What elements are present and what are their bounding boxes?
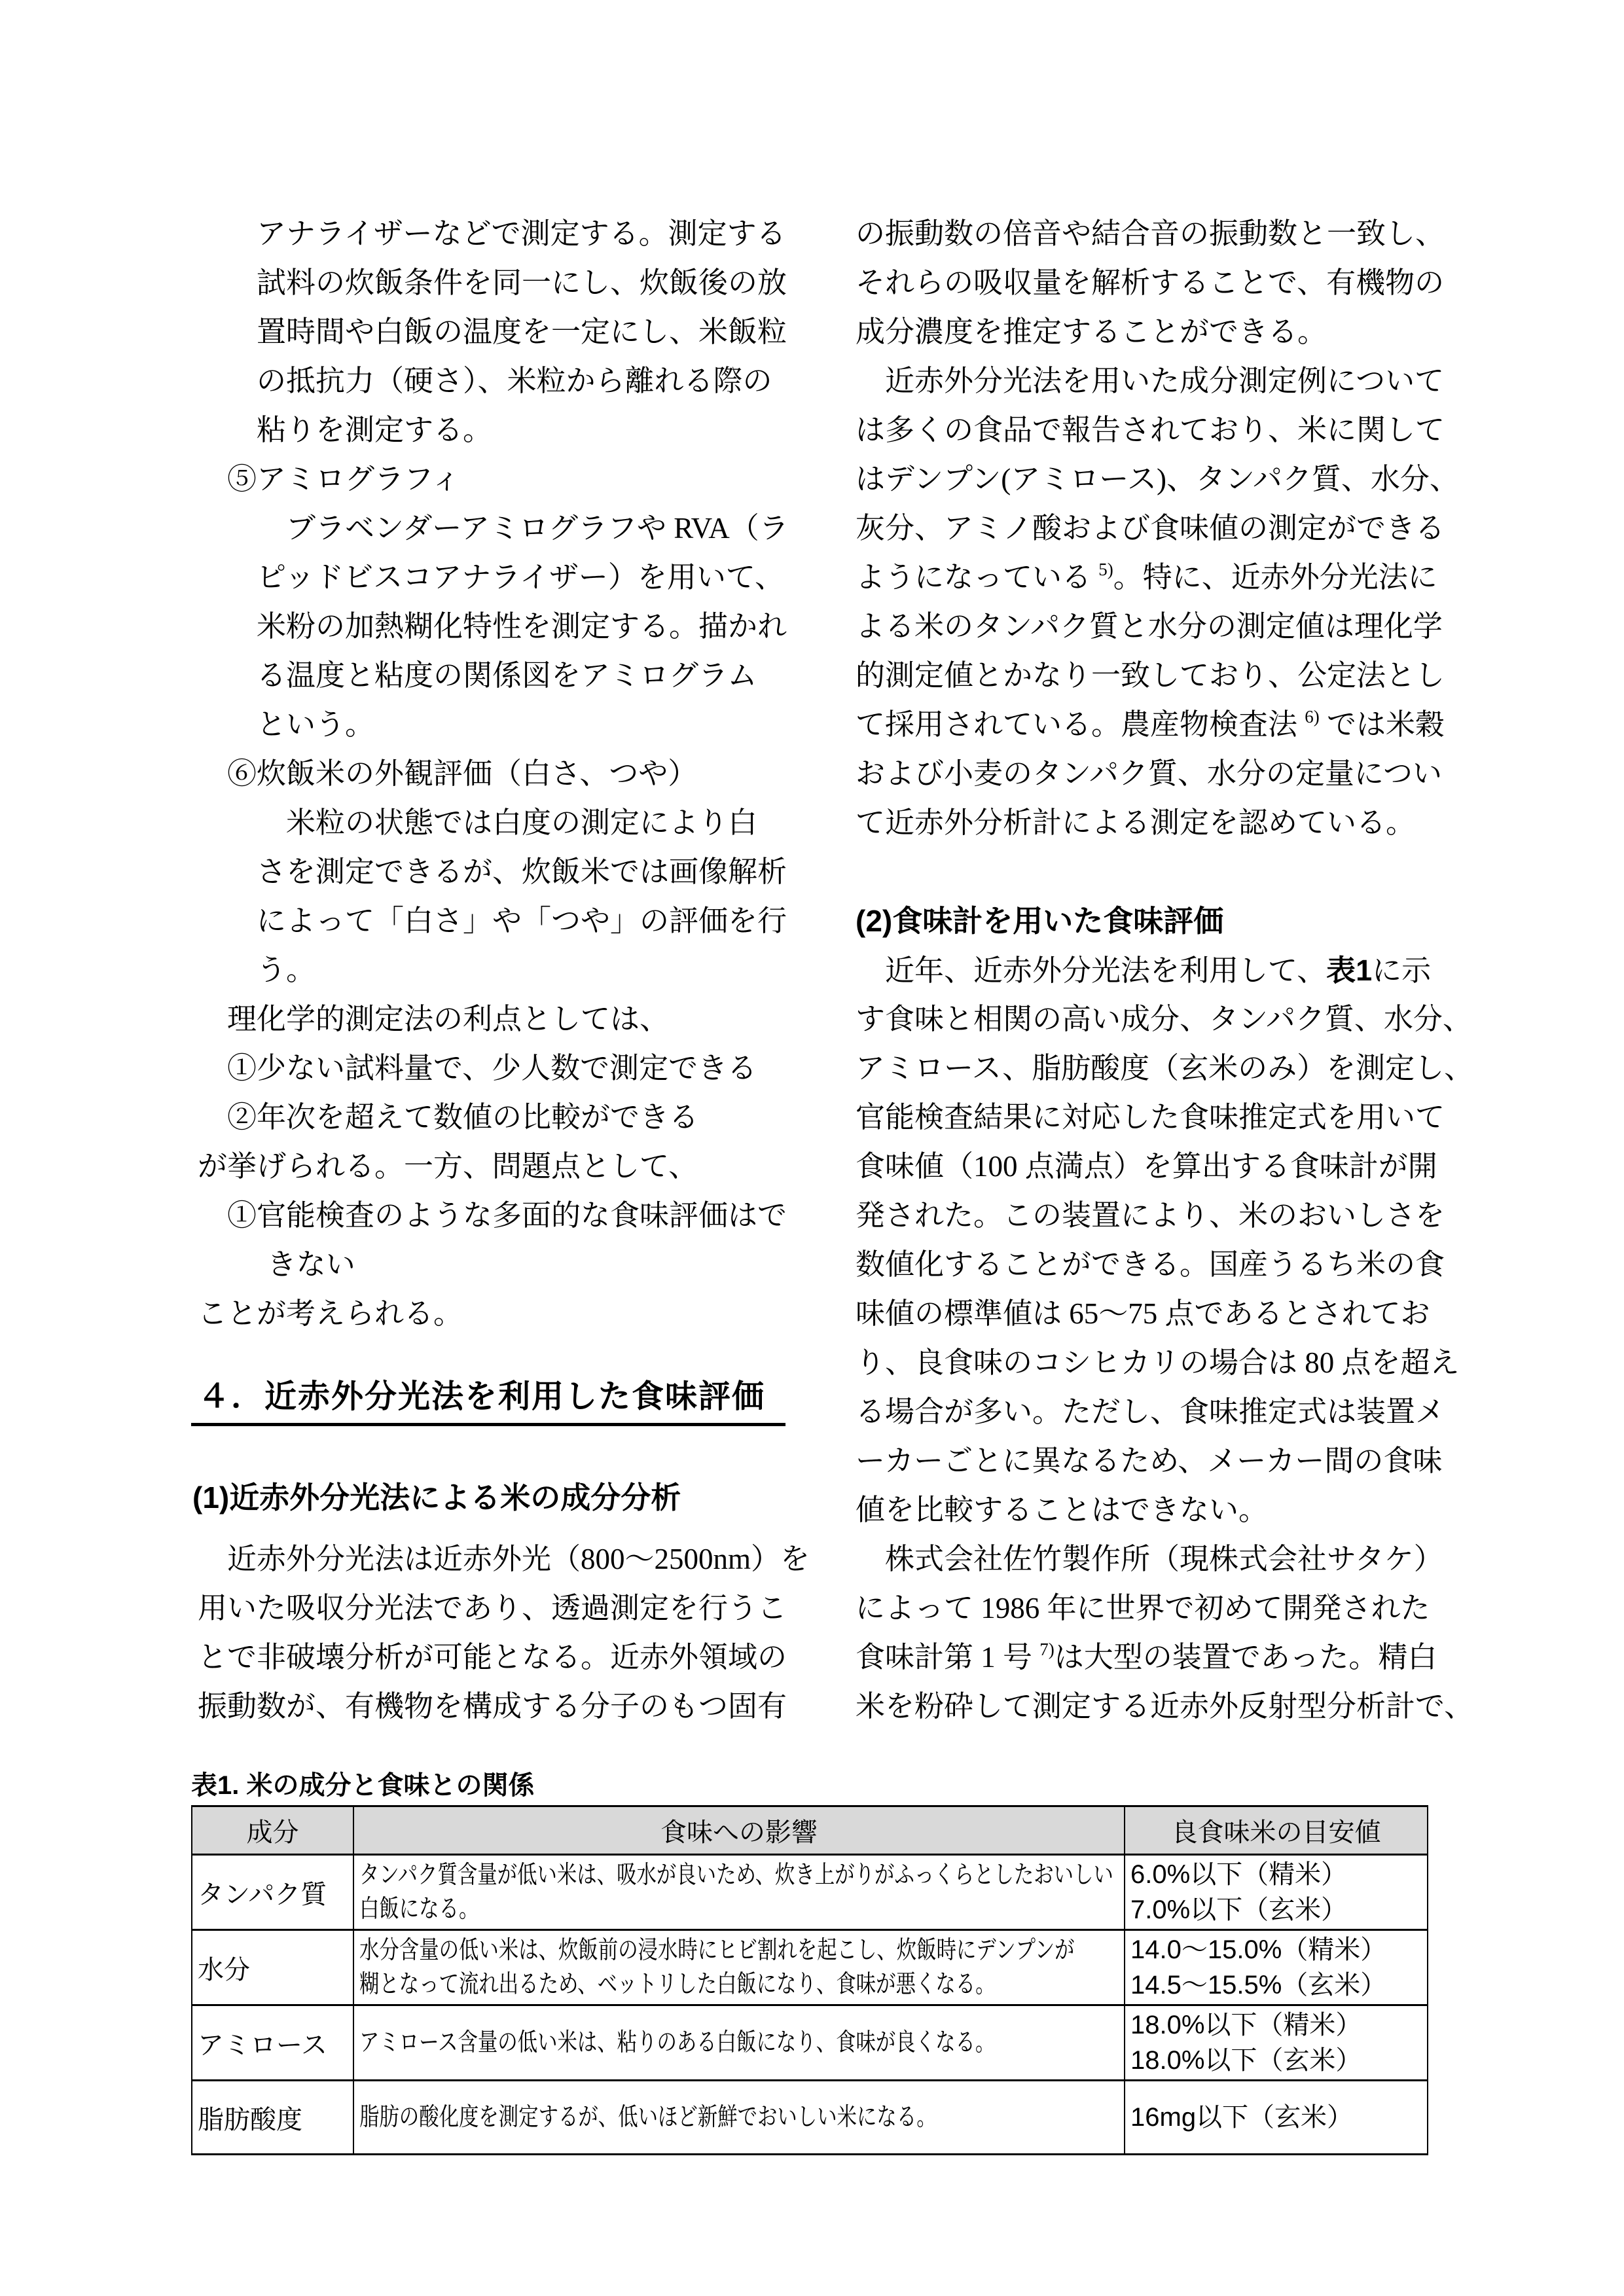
effect-cell <box>353 1855 1125 1930</box>
text-line <box>856 553 1448 602</box>
text-line: 米を粉砕して測定する近赤外反射型分析計で、 <box>856 1690 1474 1723</box>
right-column-text <box>856 209 1474 1731</box>
text-line: アミロース、脂肪酸度（玄米のみ）を測定し、 <box>856 1052 1474 1085</box>
table-header-cell: 成分 <box>192 1806 353 1855</box>
text-line: とで非破壊分析が可能となる。近赤外領域の <box>198 1641 787 1674</box>
text-line: ピッドビスコアナライザー）を用いて、 <box>257 561 784 594</box>
text-line: 米粒の状態では白度の測定により白 <box>286 806 758 839</box>
text-line: 試料の炊飯条件を同一にし、炊飯後の放 <box>257 266 787 299</box>
text-line: 置時間や白飯の温度を一定にし、米飯粒 <box>257 315 787 348</box>
text-segment: 近年、近赤外分光法を利用して、 <box>885 954 1327 987</box>
component-label: 脂肪酸度 <box>198 2105 302 2134</box>
table-row <box>192 2081 1428 2155</box>
text-line: 近赤外分光法は近赤外光（800～2500nm）を <box>227 1543 810 1575</box>
text-line: ②年次を超えて数値の比較ができる <box>227 1101 699 1134</box>
text-line: り、良食味のコシヒカリの場合は 80 点を超え <box>856 1346 1460 1379</box>
text-line: はデンプン(アミロース)、タンパク質、水分、 <box>856 463 1459 495</box>
text-line: ①官能検査のような多面的な食味評価はで <box>227 1199 787 1232</box>
component-cell <box>192 1930 353 2005</box>
component-cell <box>192 1855 353 1930</box>
target-value-cell <box>1125 1930 1428 2005</box>
subsection-2-heading: (2)食味計を用いた食味評価 <box>856 904 1224 938</box>
text-line <box>856 848 1448 897</box>
text-line: ⑥炊飯米の外観評価（白さ、つや） <box>227 757 698 790</box>
text-line: る場合が多い。ただし、食味推定式は装置メ <box>856 1395 1445 1428</box>
text-line: それらの吸収量を解析することで、有機物の <box>856 266 1445 299</box>
text-line: 官能検査結果に対応した食味推定式を用いて <box>856 1101 1445 1134</box>
text-line: 理化学的測定法の利点としては、 <box>227 1003 670 1035</box>
effect-cell <box>353 2081 1125 2155</box>
table-row <box>192 1855 1428 1930</box>
text-line <box>856 700 1448 749</box>
superscript-reference: 6) <box>1305 707 1320 726</box>
component-label: アミロース <box>198 2030 327 2060</box>
component-label: 水分 <box>198 1955 250 1984</box>
table-row <box>192 2005 1428 2081</box>
text-line: の抵抗力（硬さ）、米粒から離れる際の <box>257 365 772 397</box>
text-line: という。 <box>257 708 375 741</box>
text-line: ブラベンダーアミログラフや RVA（ラ <box>286 512 789 545</box>
text-line: ⑤アミログラフィ <box>227 463 461 495</box>
text-line: 成分濃度を推定することができる。 <box>856 315 1327 348</box>
effect-text-line: 脂肪の酸化度を測定するが、低いほど新鮮でおいしい米になる。 <box>359 2104 937 2131</box>
target-value-cell <box>1125 2081 1428 2155</box>
text-line: きない <box>266 1248 355 1281</box>
text-line: 数値化することができる。国産うるち米の食 <box>856 1248 1445 1281</box>
table-header-row <box>192 1806 1428 1855</box>
text-line: ①少ない試料量で、少人数で測定できる <box>227 1052 757 1085</box>
target-value-line: 7.0%以下（玄米） <box>1130 1895 1348 1924</box>
text-line: よる米のタンパク質と水分の測定値は理化学 <box>856 610 1443 643</box>
component-cell <box>192 2081 353 2155</box>
component-cell <box>192 2005 353 2081</box>
table-1-title: 表1. 米の成分と食味との関係 <box>191 1771 535 1800</box>
effect-text-line: 水分含量の低い米は、炊飯前の浸水時にヒビ割れを起こし、炊飯時にデンプンが <box>359 1937 1075 1964</box>
text-segment: ようになっている <box>856 561 1099 594</box>
text-line: 用いた吸収分光法であり、透過測定を行うこ <box>198 1592 787 1624</box>
text-line: 的測定値とかなり一致しており、公定法とし <box>856 659 1445 692</box>
target-value-line: 6.0%以下（精米） <box>1130 1860 1348 1889</box>
text-line: 発された。この装置により、米のおいしさを <box>856 1199 1445 1232</box>
table-1-rice-components <box>191 1805 1428 2155</box>
effect-cell <box>353 1930 1125 2005</box>
text-line: は多くの食品で報告されており、米に関して <box>856 414 1445 446</box>
target-value-cell <box>1125 2005 1428 2081</box>
text-line: 灰分、アミノ酸および食味値の測定ができる <box>856 512 1445 545</box>
text-line: 味値の標準値は 65～75 点であるとされてお <box>856 1297 1430 1330</box>
target-value-cell <box>1125 1855 1428 1930</box>
text-line <box>856 1633 1448 1682</box>
text-line: 食味値（100 点満点）を算出する食味計が開 <box>856 1150 1437 1183</box>
table-reference-bold: 表1 <box>1326 954 1373 987</box>
text-line: の振動数の倍音や結合音の振動数と一致し、 <box>856 217 1445 250</box>
effect-text-line: タンパク質含量が低い米は、吸水が良いため、炊き上がりがふっくらとしたおいしい <box>359 1861 1113 1889</box>
text-line: 粘りを測定する。 <box>257 414 493 446</box>
text-segment: て採用されている。農産物検査法 <box>856 708 1305 741</box>
text-line: ーカーごとに異なるため、メーカー間の食味 <box>856 1444 1443 1477</box>
text-line: によって「白さ」や「つや」の評価を行 <box>257 905 787 937</box>
superscript-reference: 5) <box>1098 560 1113 579</box>
text-line: う。 <box>257 954 316 986</box>
target-value-line: 18.0%以下（玄米） <box>1130 2046 1362 2075</box>
text-line: る温度と粘度の関係図をアミログラム <box>257 659 757 692</box>
text-line: さを測定できるが、炊飯米では画像解析 <box>257 855 787 888</box>
table-row <box>192 1930 1428 2005</box>
text-segment: では米穀 <box>1319 708 1445 741</box>
left-column-text-continued <box>198 1535 810 1731</box>
target-value-line: 16mg以下（玄米） <box>1130 2103 1354 2132</box>
text-line: によって 1986 年に世界で初めて開発された <box>856 1592 1430 1624</box>
left-column-text <box>198 209 790 1338</box>
effect-text-line: 白飯になる。 <box>359 1895 479 1923</box>
effect-cell <box>353 2005 1125 2081</box>
text-line: 値を比較することはできない。 <box>856 1494 1269 1526</box>
text-line: 株式会社佐竹製作所（現株式会社サタケ） <box>885 1543 1443 1575</box>
subsection-1-heading: (1)近赤外分光法による米の成分分析 <box>192 1480 681 1515</box>
text-line: アナライザーなどで測定する。測定する <box>257 217 786 250</box>
superscript-reference: 7) <box>1039 1640 1055 1659</box>
text-line: が挙げられる。一方、問題点として、 <box>198 1150 698 1183</box>
table-header-cell: 良食味米の目安値 <box>1125 1806 1428 1855</box>
effect-text-line: 糊となって流れ出るため、ベットリした白飯になり、食味が悪くなる。 <box>359 1971 996 1998</box>
text-line: 近赤外分光法を用いた成分測定例について <box>885 365 1445 397</box>
target-value-line: 14.5～15.5%（玄米） <box>1130 1971 1387 2000</box>
text-line: 振動数が、有機物を構成する分子のもつ固有 <box>198 1690 787 1723</box>
target-value-line: 14.0～15.0%（精米） <box>1130 1935 1387 1964</box>
text-segment: 食味計第 1 号 <box>856 1641 1040 1674</box>
text-line: 米粉の加熱糊化特性を測定する。描かれ <box>257 610 787 643</box>
section-4-heading: ４．近赤外分光法を利用した食味評価 <box>191 1380 785 1426</box>
text-line: ことが考えられる。 <box>198 1297 463 1330</box>
text-segment: に示 <box>1372 954 1432 987</box>
text-line: および小麦のタンパク質、水分の定量につい <box>856 757 1442 790</box>
effect-text-line: アミロース含量の低い米は、粘りのある白飯になり、食味が良くなる。 <box>359 2029 996 2056</box>
target-value-line: 18.0%以下（精米） <box>1130 2011 1362 2039</box>
table-header-cell: 食味への影響 <box>353 1806 1125 1855</box>
text-line: て近赤外分析計による測定を認めている。 <box>856 806 1416 839</box>
text-segment: 。特に、近赤外分光法に <box>1113 561 1437 594</box>
text-line: す食味と相関の高い成分、タンパク質、水分、 <box>856 1003 1472 1035</box>
component-label: タンパク質 <box>198 1880 327 1909</box>
text-segment: は大型の装置であった。精白 <box>1054 1641 1437 1674</box>
text-line <box>856 946 1448 995</box>
